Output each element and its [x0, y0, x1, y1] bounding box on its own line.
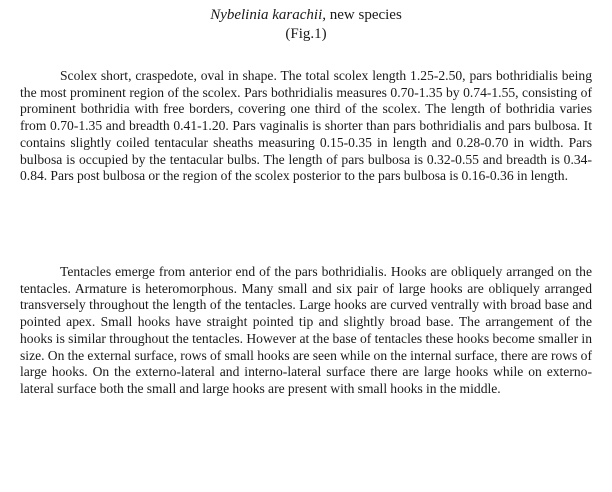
species-status: new species: [326, 7, 402, 23]
species-title: [0, 6, 612, 25]
species-name: Nybelinia karachii,: [210, 7, 326, 23]
figure-reference: (Fig.1): [285, 26, 327, 42]
section-heading: [0, 6, 612, 44]
paragraph-tentacle-description: Tentacles emerge from anterior end of the pars bothridialis. Hooks are obliquely arranged on the tentacles. Armature is heteromorphous. Many small and six pair of large hooks are obliquely arranged transversely throughout the length of the tentacles. Large hooks are curved ventrally with broad base and pointed apex. Small hooks have straight pointed tip and slightly broad base. The arrangement of the hooks is similar throughout the tentacles. However at the base of tentacles these hooks become smaller in size. On the external surface, rows of small hooks are seen while on the internal surface, there are rows of large hooks. On the externo-lateral and interno-lateral surface there are large hooks while on externo-lateral surface both the small and large hooks are present with small hooks in the middle.: [20, 264, 592, 396]
paragraph-scolex-description: Scolex short, craspedote, oval in shape. The total scolex length 1.25-2.50, pars bothridialis being the most prominent region of the scolex. Pars bothridialis measures 0.70-1.35 by 0.74-1.55, consisting of prominent bothridia with free borders, covering one third of the scolex. The length of bothridia varies from 0.70-1.35 and breadth 0.41-1.20. Pars vaginalis is shorter than pars bothridialis and pars bulbosa. It contains slightly coiled tentacular sheaths measuring 0.15-0.35 in length and 0.28-0.70 in width. Pars bulbosa is occupied by the tentacular bulbs. The length of pars bulbosa is 0.32-0.55 and breadth is 0.34-0.84. Pars post bulbosa or the region of the scolex posterior to the pars bulbosa is 0.16-0.36 in length.: [20, 68, 592, 184]
